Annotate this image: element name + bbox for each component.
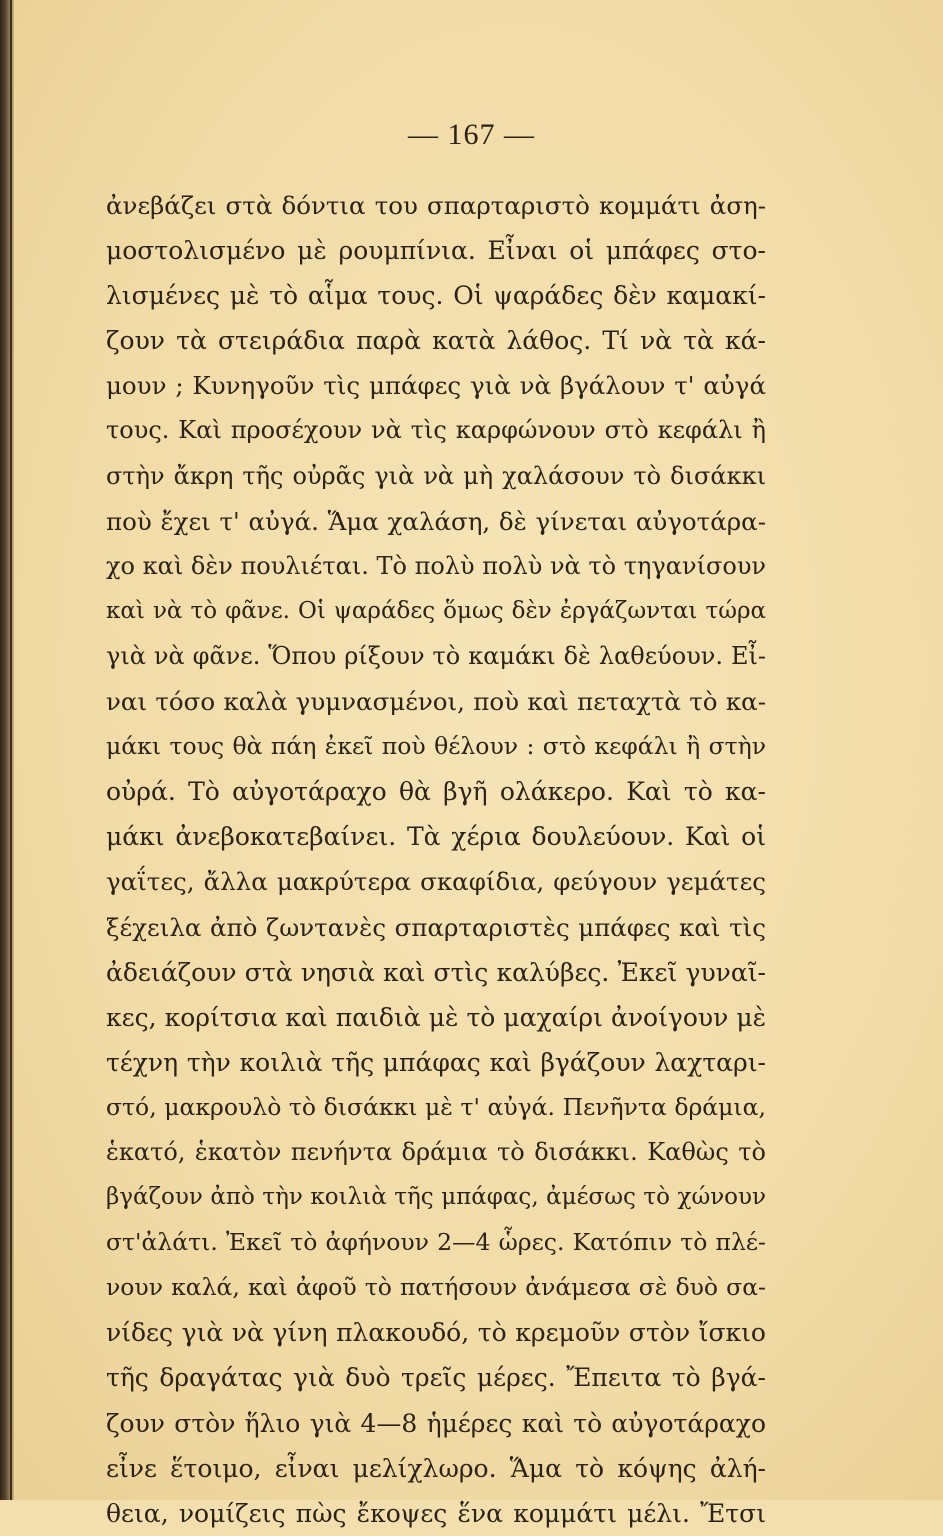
- book-spine-edge: [10, 0, 12, 1500]
- text-line: τέχνη τὴν κοιλιὰ τῆς μπάφας καὶ βγάζουν λαχταρι-: [106, 1047, 766, 1077]
- text-line: θεια, νομίζεις πὼς ἔκοψες ἕνα κομμάτι μέλι. Ἔτσι: [106, 1498, 766, 1528]
- text-line: ναι τόσο καλὰ γυμνασμένοι, ποὺ καὶ πεταχτὰ τὸ κα-: [106, 687, 766, 717]
- text-line: ζουν τὰ στειράδια παρὰ κατὰ λάθος. Τί νὰ τὰ κά-: [106, 326, 766, 356]
- text-line: ἀδειάζουν στὰ νησιὰ καὶ στὶς καλύβες. Ἐκεῖ γυναῖ-: [106, 957, 766, 987]
- text-line: ἀνεβάζει στὰ δόντια του σπαρταριστὸ κομμάτι ἀση-: [106, 191, 766, 220]
- text-line: ποὺ ἔχει τ' αὐγά. Ἅμα χαλάση, δὲ γίνεται αὐγοτάρα-: [106, 506, 766, 536]
- text-line: καὶ νὰ τὸ φᾶνε. Οἱ ψαράδες ὅμως δὲν ἐργάζωνται τώρα: [106, 597, 766, 624]
- text-line: τῆς δραγάτας γιὰ δυὸ τρεῖς μέρες. Ἔπειτα τὸ βγά-: [106, 1363, 766, 1393]
- text-line: ἑκατό, ἑκατὸν πενήντα δράμια τὸ δισάκκι. Καθὼς τὸ: [106, 1137, 766, 1166]
- text-line: μάκι τους θὰ πάη ἐκεῖ ποὺ θέλουν : στὸ κεφάλι ἢ στὴν: [106, 732, 766, 761]
- text-line: χο καὶ δὲν πουλιέται. Τὸ πολὺ πολὺ νὰ τὸ τηγανίσουν: [106, 551, 766, 580]
- text-line: στὴν ἄκρη τῆς οὐρᾶς γιὰ νὰ μὴ χαλάσουν τὸ δισάκκι: [106, 461, 766, 490]
- text-line: νουν καλά, καὶ ἀφοῦ τὸ πατήσουν ἀνάμεσα σὲ δυὸ σα-: [106, 1273, 766, 1302]
- text-line: νίδες γιὰ νὰ γίνη πλακουδό, τὸ κρεμοῦν στὸν ἴσκιο: [106, 1318, 766, 1348]
- page-number: — 167 —: [408, 118, 535, 151]
- text-line: μουν ; Κυνηγοῦν τὶς μπάφες γιὰ νὰ βγάλουν τ' αὐγά: [106, 371, 766, 401]
- text-line: στ'ἀλάτι. Ἐκεῖ τὸ ἀφήνουν 2—4 ὧρες. Κατόπιν τὸ πλέ-: [106, 1228, 766, 1257]
- text-line: ζουν στὸν ἥλιο γιὰ 4—8 ἡμέρες καὶ τὸ αὐγοτάραχο: [106, 1408, 766, 1438]
- text-line: λισμένες μὲ τὸ αἷμα τους. Οἱ ψαράδες δὲν καμακί-: [106, 281, 766, 311]
- text-line: εἶνε ἕτοιμο, εἶναι μελίχλωρο. Ἅμα τὸ κόψης ἀλή-: [106, 1453, 766, 1483]
- text-line: κες, κορίτσια καὶ παιδιὰ μὲ τὸ μαχαίρι ἀνοίγουν μὲ: [106, 1002, 766, 1032]
- text-line: γαΐτες, ἄλλα μακρύτερα σκαφίδια, φεύγουν γεμάτες: [106, 867, 766, 897]
- body-text: [106, 183, 766, 1536]
- text-line: μάκι ἀνεβοκατεβαίνει. Τὰ χέρια δουλεύουν. Καὶ οἱ: [106, 822, 766, 852]
- text-line: μοστολισμένο μὲ ρουμπίνια. Εἶναι οἱ μπάφες στο-: [106, 236, 766, 266]
- text-line: τους. Καὶ προσέχουν νὰ τὶς καρφώνουν στὸ κεφάλι ἢ: [106, 416, 766, 445]
- text-line: γιὰ νὰ φᾶνε. Ὅπου ρίξουν τὸ καμάκι δὲ λαθεύουν. Εἶ-: [106, 641, 766, 670]
- text-line: ξέχειλα ἀπὸ ζωντανὲς σπαρταριστὲς μπάφες καὶ τὶς: [106, 912, 766, 942]
- text-line: στό, μακρουλὸ τὸ δισάκκι μὲ τ' αὐγά. Πενῆντα δράμια,: [106, 1092, 766, 1121]
- text-line: οὐρά. Τὸ αὐγοτάραχο θὰ βγῆ ολάκερο. Καὶ τὸ κα-: [106, 777, 766, 807]
- text-line: βγάζουν ἀπὸ τὴν κοιλιὰ τῆς μπάφας, ἀμέσως τὸ χώνουν: [106, 1184, 766, 1211]
